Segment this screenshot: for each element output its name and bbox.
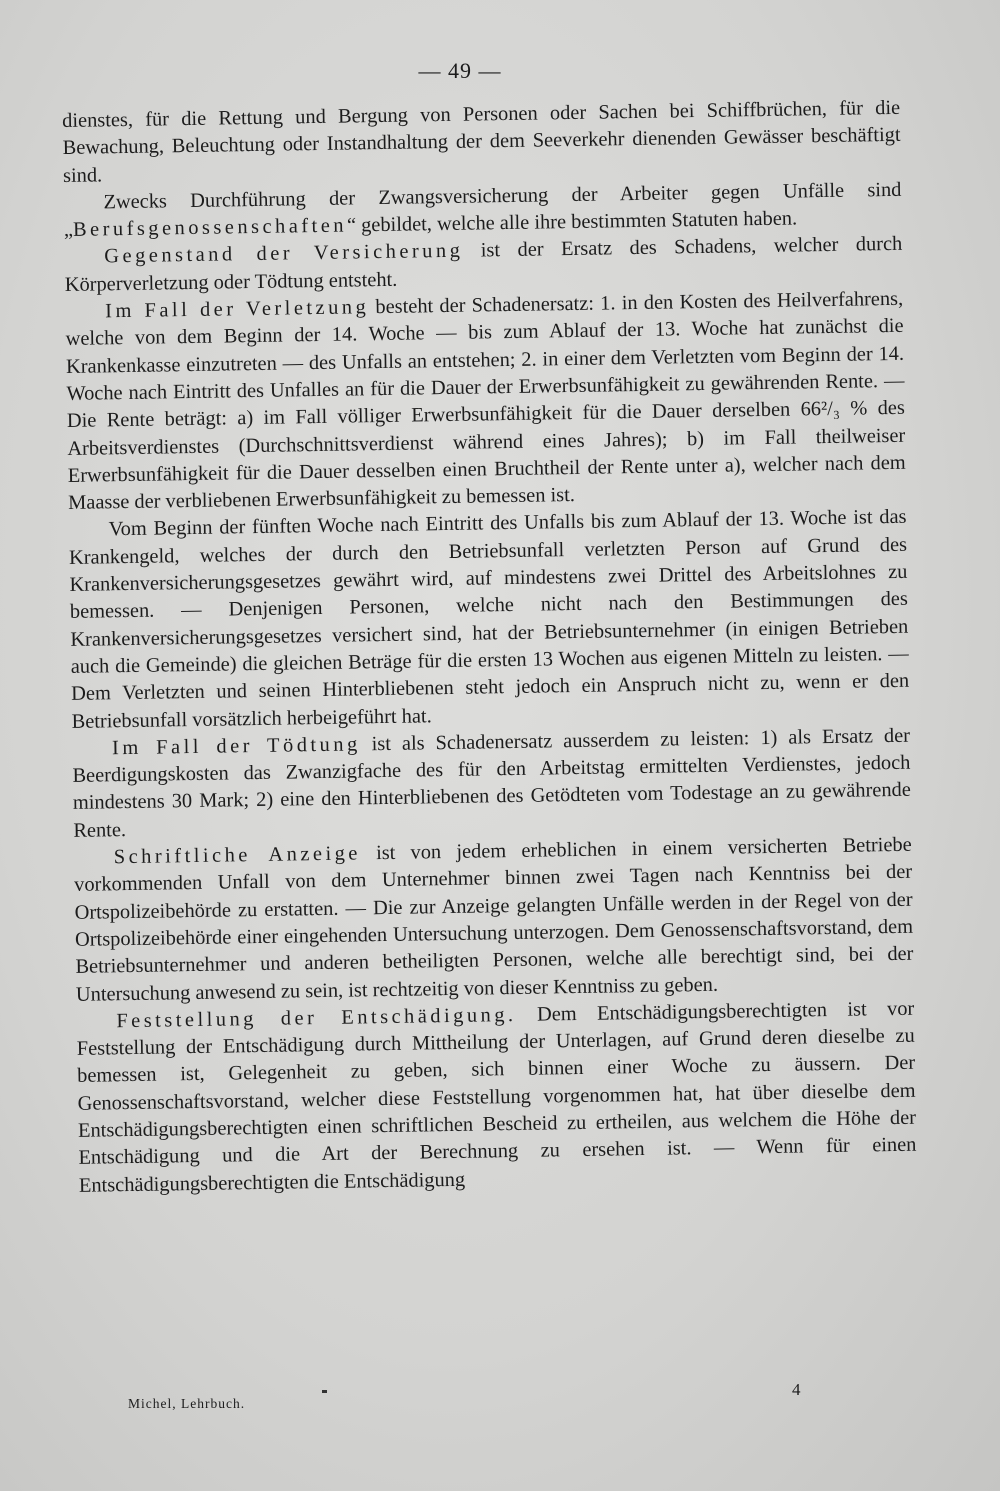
ink-speck bbox=[322, 1390, 327, 1393]
spaced-term: Im Fall der Tödtung bbox=[111, 733, 361, 760]
paragraph-rest: Dem Entschädigungsberechtigten ist vor Feststellung der Entschädigung durch Mittheilung der Unterlagen, auf Grund deren dieselbe zu bemessen ist, Gelegenheit zu geben, sich binnen einer Woche zu äussern. Der Genossenschaftsvorstand, welcher diese Feststellung vorgenommen hat, hat über dieselbe dem Entschädigungsberechtigten einen schriftlichen Bescheid zu ertheilen, aus welchem die Höhe der Entschädigung und die Art der Berechnung zu ersehen ist. — Wenn für einen Entschädigungsberechtigten die Entschädigung bbox=[76, 997, 917, 1197]
paragraph-rest: ist der Ersatz des Schadens, welcher durch Körperverletzung oder Tödtung entsteht. bbox=[64, 233, 903, 296]
spaced-term: Feststellung der Entschädigung. bbox=[116, 1003, 517, 1033]
spaced-term: Berufsgenossenschaften bbox=[72, 214, 348, 242]
spaced-term: Gegenstand der Versicherung bbox=[104, 240, 464, 268]
paragraph-rest: ist als Schadenersatz ausserdem zu leisten: 1) als Ersatz der Beerdigungskosten das Zwanzigfache des für den Arbeitstag ermittelten Verdienstes, jedoch mindestens 30 Mark; 2) eine den Hinterbliebenen des Getödteten vom Todestage an zu gewährende Rente. bbox=[72, 724, 911, 842]
spaced-term: Schriftliche Anzeige bbox=[113, 842, 362, 869]
page-number: — 49 — bbox=[418, 58, 502, 83]
paragraph-rest: “ gebildet, welche alle ihre bestimmten Statuten haben. bbox=[346, 207, 798, 237]
paragraph-anzeige bbox=[74, 832, 914, 1009]
paragraph-toedtung bbox=[72, 723, 912, 845]
signature-mark: 4 bbox=[792, 1380, 801, 1399]
spaced-term: Im Fall der Verletzung bbox=[105, 296, 370, 323]
footer-title: Michel, Lehrbuch. bbox=[128, 1396, 246, 1411]
paragraph-rest: ist von jedem erheblichen in einem versicherten Betriebe vorkommenden Unfall von dem Unternehmer binnen zwei Tagen nach Kenntniss bei der Ortspolizeibehörde zu erstatten. — Die zur Anzeige gelangten Unfälle werden in der Regel von der Ortspolizeibehörde einer eingehenden Untersuchung unterzogen. Dem Genossenschaftsvorstand, dem Betriebsunternehmer und anderen betheiligten Personen, welche alle berechtigt sind, bei der Untersuchung anwesend zu sein, ist rechtzeitig von dieser Kenntniss zu geben. bbox=[74, 833, 914, 1006]
body-text bbox=[62, 95, 917, 1200]
paragraph-lead: Zwecks Durchführung der Zwangsversicherung der Arbeiter gegen Unfälle sind „ bbox=[63, 178, 902, 242]
paragraph-rest: besteht der Schadenersatz: 1. in den Kosten des Heilverfahrens, welche von dem Beginn der 14. Woche — bis zum Ablauf der 13. Woche hat zunächst die Krankenkasse einzutreten — des Unfalls an entstehen; 2. in einer dem Verletzten vom Beginn der 14. Woche nach Eintritt des Unfalles an für die Dauer der Erwerbsunfähigkeit zu gewährenden Rente. — Die Rente beträgt: a) im Fall völliger Erwerbsunfähigkeit für die Dauer derselben 66²/₃ % des Arbeitsverdienstes (Durchschnittsverdienst während eines Jahres); b) im Fall theilweiser Erwerbsunfähigkeit für die Dauer desselben einen Bruchtheil der Rente unter a), welcher nach dem Maasse der verbliebenen Erwerbsunfähigkeit zu bemessen ist. bbox=[65, 287, 906, 515]
paragraph-krankengeld: Vom Beginn der fünften Woche nach Eintritt des Unfalls bis zum Ablauf der 13. Woche ist das Krankengeld, welches der durch den Betriebsunfall verletzten Person auf Grund des Krankenversicherungsgesetzes gewährt wird, auf mindestens zwei Drittel des Arbeitslohnes zu bemessen. — Denjenigen Personen, welche nicht nach den Bestimmungen des Krankenversicherungsgesetzes versichert sind, hat der Betriebsunternehmer (in einigen Betrieben auch die Gemeinde) die gleichen Beträge für die ersten 13 Wochen aus eigenen Mitteln zu leisten. — Dem Verletzten und seinen Hinterbliebenen steht jedoch ein Anspruch nicht zu, wenn er den Betriebsunfall vorsätzlich herbeigeführt hat. bbox=[68, 506, 910, 733]
paragraph-continuation: dienstes, für die Rettung und Bergung von Personen oder Sachen bei Schiffbrüchen, für die Bewachung, Beleuchtung oder Instandhaltung der dem Seeverkehr dienenden Gewässer beschäftigt sind. bbox=[62, 96, 901, 187]
paragraph-verletzung bbox=[65, 286, 906, 518]
paragraph-feststellung bbox=[76, 996, 917, 1200]
